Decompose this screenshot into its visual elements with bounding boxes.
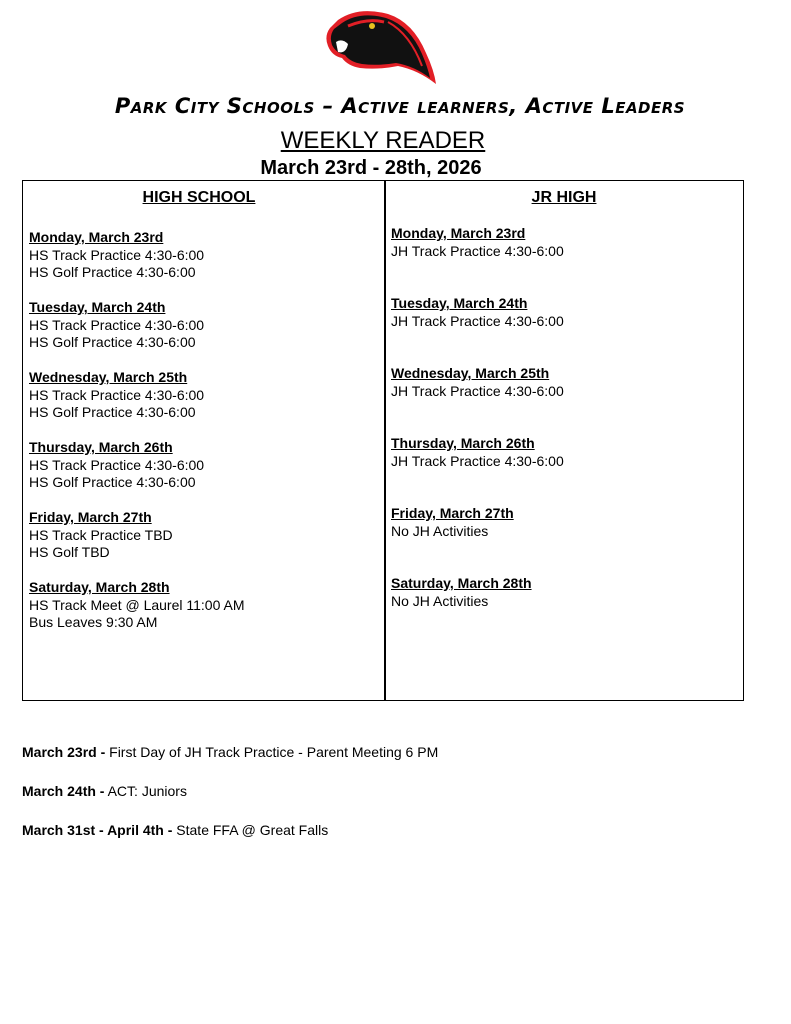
note-item (22, 783, 187, 799)
note-date: March 24th - (22, 783, 105, 799)
day-block (391, 435, 564, 470)
day-block (29, 229, 204, 282)
note-text: State FFA @ Great Falls (172, 822, 329, 838)
event-item: Bus Leaves 9:30 AM (29, 614, 158, 630)
day-heading: Monday, March 23rd (391, 225, 526, 241)
day-heading: Friday, March 27th (391, 505, 514, 521)
day-block (391, 365, 564, 400)
day-heading: Monday, March 23rd (29, 229, 164, 245)
day-block (29, 299, 204, 352)
day-block (391, 295, 564, 330)
event-item: HS Golf Practice 4:30-6:00 (29, 404, 196, 420)
high-school-heading: HIGH SCHOOL (142, 189, 256, 206)
day-heading: Tuesday, March 24th (391, 295, 528, 311)
note-item (22, 822, 328, 838)
event-item: No JH Activities (391, 522, 489, 539)
date-range: March 23rd - 28th, 2026 (260, 157, 482, 179)
day-heading: Thursday, March 26th (391, 435, 535, 451)
panther-logo (318, 8, 442, 86)
day-block (391, 505, 514, 540)
day-heading: Saturday, March 28th (29, 579, 170, 595)
day-heading: Saturday, March 28th (391, 575, 532, 591)
day-block (29, 369, 204, 422)
event-item: HS Track Practice 4:30-6:00 (29, 456, 205, 473)
event-item: JH Track Practice 4:30-6:00 (391, 242, 564, 259)
event-item: HS Track Practice 4:30-6:00 (29, 386, 205, 403)
jr-high-heading: JR HIGH (531, 189, 597, 206)
day-heading: Friday, March 27th (29, 509, 152, 525)
event-item: JH Track Practice 4:30-6:00 (391, 382, 564, 399)
day-block (29, 579, 245, 632)
event-item: HS Track Practice 4:30-6:00 (29, 316, 205, 333)
day-heading: Tuesday, March 24th (29, 299, 166, 315)
note-text: First Day of JH Track Practice - Parent Meeting 6 PM (105, 744, 439, 760)
event-item: HS Golf TBD (29, 544, 110, 560)
column-divider (384, 180, 386, 701)
event-item: HS Track Meet @ Laurel 11:00 AM (29, 596, 245, 613)
day-heading: Thursday, March 26th (29, 439, 173, 455)
day-heading: Wednesday, March 25th (391, 365, 550, 381)
day-block (391, 575, 532, 610)
event-item: HS Track Practice 4:30-6:00 (29, 246, 205, 263)
school-motto: Park City Schools – Active learners, Active Leaders (114, 94, 686, 118)
event-item: No JH Activities (391, 592, 489, 609)
day-block (391, 225, 564, 260)
day-block (29, 509, 173, 562)
event-item: HS Track Practice TBD (29, 526, 173, 543)
event-item: HS Golf Practice 4:30-6:00 (29, 264, 196, 280)
event-item: HS Golf Practice 4:30-6:00 (29, 334, 196, 350)
note-item (22, 744, 438, 760)
page-title: WEEKLY READER (280, 127, 486, 154)
note-text: ACT: Juniors (104, 783, 187, 799)
event-item: HS Golf Practice 4:30-6:00 (29, 474, 196, 490)
event-item: JH Track Practice 4:30-6:00 (391, 452, 564, 469)
day-block (29, 439, 204, 492)
event-item: JH Track Practice 4:30-6:00 (391, 312, 564, 329)
note-date: March 23rd - (22, 744, 106, 760)
day-heading: Wednesday, March 25th (29, 369, 188, 385)
note-date: March 31st - April 4th - (22, 822, 173, 838)
